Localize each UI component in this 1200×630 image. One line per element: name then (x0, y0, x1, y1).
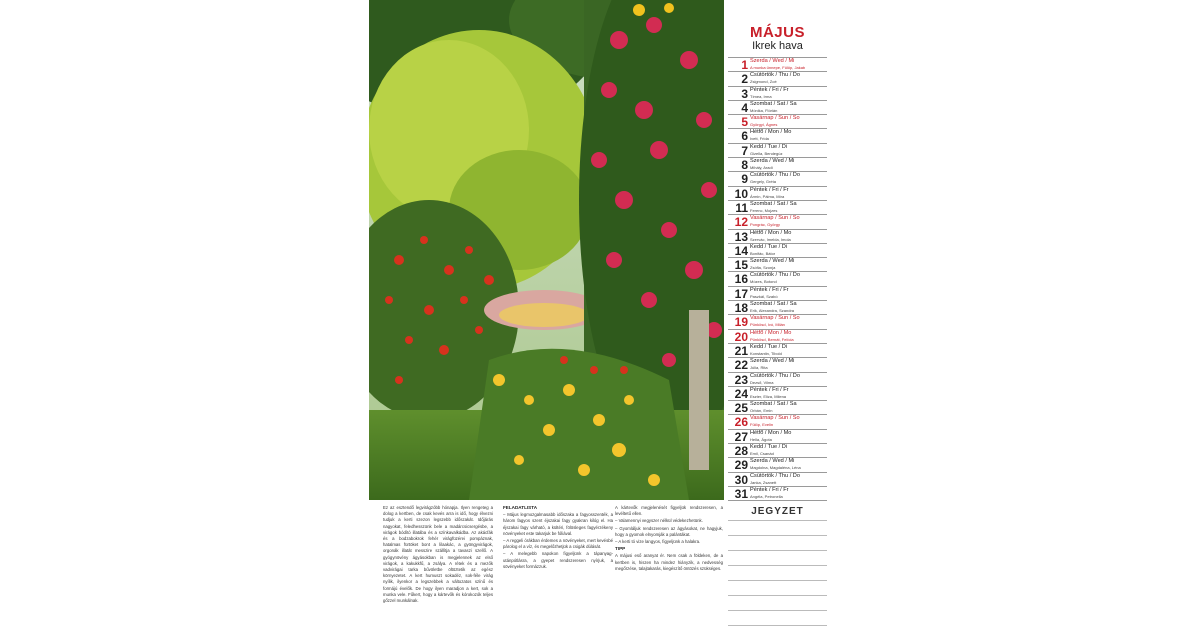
day-weekday: Szerda / Wed / Mi (750, 258, 795, 265)
day-weekday: Szombat / Sat / Sa (750, 200, 797, 207)
calendar-bottom-rule (728, 500, 827, 501)
calendar-day-row (728, 214, 827, 228)
article-column-2 (503, 505, 613, 571)
tip-heading: TIPP (615, 546, 626, 552)
day-name-days: Konstantin, Tibold (750, 350, 782, 356)
day-number: 15 (734, 258, 748, 273)
day-name-days: Zsófia, Szonja (750, 265, 776, 271)
day-weekday: Szombat / Sat / Sa (750, 100, 797, 107)
day-weekday: Vasárnap / Sun / So (750, 115, 800, 122)
article-paragraph: – A melegebb napokon figyeljünk a tápanyag-utánpótlásra, a gyepet rendszeresen nyírjuk, a sövényeket formázzuk. (503, 551, 613, 569)
calendar-day-row (728, 314, 827, 328)
day-weekday: Péntek / Fri / Fr (750, 86, 789, 93)
day-name-days: Paszkál, Szabó (750, 293, 778, 299)
calendar-day-row (728, 257, 827, 271)
day-name-days: Tímea, Irma (750, 93, 772, 99)
day-weekday: Szerda / Wed / Mi (750, 158, 795, 165)
calendar-day-row (728, 186, 827, 200)
calendar-day-row (728, 457, 827, 471)
calendar-day-row (728, 443, 827, 457)
calendar-day-row (728, 472, 827, 486)
notes-title: JEGYZET (751, 506, 804, 517)
day-number: 31 (734, 486, 748, 501)
day-weekday: Hétfő / Mon / Mo (750, 129, 792, 136)
day-number: 1 (741, 58, 748, 72)
calendar-days (728, 57, 827, 500)
note-line (728, 565, 827, 566)
task-list-heading: FELADATLISTA (503, 505, 538, 510)
day-weekday: Péntek / Fri / Fr (750, 386, 789, 393)
note-line (728, 625, 827, 626)
month-title: MÁJUS (749, 24, 805, 41)
calendar-day-row (728, 229, 827, 243)
day-number: 13 (734, 229, 748, 244)
day-name-days: Erik, Alexandra, Szandra (750, 308, 795, 314)
day-weekday: Csütörtök / Thu / Do (750, 472, 800, 479)
calendar-day-row (728, 300, 827, 314)
day-name-days: Pünkösd, Bernát, Felícia (750, 336, 794, 342)
day-weekday: Hétfő / Mon / Mo (750, 429, 792, 436)
day-number: 17 (734, 286, 748, 301)
day-name-days: Orbán, Emin (750, 408, 773, 414)
calendar-day-row (728, 343, 827, 357)
day-number: 26 (734, 415, 748, 430)
article-column-3 (615, 505, 723, 573)
day-name-days: Janka, Zsanett (750, 479, 777, 485)
article-paragraph: – Valamennyi vegyszer nélkül védekezhetünk. (615, 518, 703, 524)
calendar-day-row (728, 114, 827, 128)
article-paragraph: – A reggeli órákban érdemes a növényeket, mert kevésbé párolog el a víz, és megelőzhetjük a csigák dúlását. (503, 538, 613, 550)
day-number: 18 (734, 301, 748, 316)
day-name-days: Mónika, Flórián (750, 107, 778, 113)
note-line (728, 595, 827, 596)
day-number: 12 (734, 215, 748, 230)
day-weekday: Szombat / Sat / Sa (750, 301, 797, 308)
day-name-days: Szervác, Imelda, Imola (750, 236, 791, 242)
day-name-days: Pongrác, György (750, 222, 781, 228)
calendar-day-row (728, 243, 827, 257)
day-number: 24 (734, 386, 748, 401)
day-number: 4 (741, 100, 748, 115)
day-name-days: Pünkösd, Ivó, Milán (750, 322, 785, 328)
day-number: 11 (735, 200, 748, 215)
day-weekday: Hétfő / Mon / Mo (750, 229, 792, 236)
day-weekday: Kedd / Tue / Di (750, 243, 788, 250)
calendar-day-row (728, 71, 827, 85)
day-weekday: Kedd / Tue / Di (750, 143, 788, 150)
day-weekday: Hétfő / Mon / Mo (750, 329, 792, 336)
day-weekday: Csütörtök / Thu / Do (750, 72, 800, 79)
day-number: 6 (741, 129, 748, 144)
article-paragraph: – Május legmozgalmasabb időszaka a fagyosszenték, a három fagyos szent éjszakai fagy gyakran kilóg el. Ha éjszakai fagy várható, a kültéri, fölösleges fagyérzékeny növényeket este takarjuk be fóliával. (503, 512, 613, 536)
calendar-day-row (728, 157, 827, 171)
day-name-days: Júlia, Rita (750, 365, 768, 371)
day-name-days: Emil, Csanád (750, 451, 774, 457)
day-name-days: Ferenc, Mojzes (750, 207, 778, 213)
calendar-day-row (728, 100, 827, 114)
day-number: 3 (741, 86, 748, 101)
day-name-days: Mózes, Botond (750, 279, 777, 285)
day-weekday: Szerda / Wed / Mi (750, 358, 795, 365)
article-paragraph: – Gyomláljuk rendszeresen az ágyásokat, ne hagyjuk, hogy a gyomok elnyomják a palántákat. (615, 525, 723, 537)
day-name-days: Ivett, Frida (750, 136, 769, 142)
day-name-days: Mihály, Aradi (750, 165, 773, 171)
day-number: 5 (741, 115, 748, 130)
calendar-day-row (728, 400, 827, 414)
day-weekday: Szerda / Wed / Mi (750, 458, 795, 465)
day-weekday: Szombat / Sat / Sa (750, 401, 797, 408)
day-name-days: Eszter, Eliza, Milena (750, 393, 787, 399)
day-weekday: Vasárnap / Sun / So (750, 215, 800, 222)
calendar-day-row (728, 143, 827, 157)
day-weekday: Szerda / Wed / Mi (750, 58, 795, 64)
day-number: 20 (734, 329, 748, 344)
day-number: 10 (734, 186, 748, 201)
note-line (728, 520, 827, 521)
day-weekday: Kedd / Tue / Di (750, 444, 788, 451)
article-paragraph: Ez az esztendő legvirágzóbb hónapja. Ilyen rengeteg a dolog a kertben, de csak kevés arra is idő, hogy élvezni tudjuk a kerti szezon legszebb időszakát. Időjárás nagyokat, feledhesszünk bele a madárcsicsergésbe, a virágok bódító illatába és a színkavalkádba. Az akácfák és a bodzabokrok fehér virágfüzérei pompáznak, hatalmas fürtöket bont a lilaakác, a gyöngyvirágok, orgonák illatát messzire szállítja a tavaszi szellő. A gyógynövény ágyásokban is megjelennek az első virágok, a kakukkfű, a zsálya. A rétek és a mezők vadvirágai tarka bűvöletbe öltöztetik az egész környezetet. A kert humuszt sokadéz, sok-féle virág nyílik, ilyenkor a legszebbek a változatos színű és formájú évelők. De hogy ilyen maradjon a kert, sok a munka vele. Fűkert, hogy a kártevők és kórokozók teljes gőzzel munkálnak. (383, 505, 493, 604)
calendar-day-row (728, 329, 827, 343)
day-weekday: Csütörtök / Thu / Do (750, 172, 800, 179)
calendar-day-row (728, 357, 827, 371)
day-weekday: Csütörtök / Thu / Do (750, 372, 800, 379)
calendar-day-row (728, 429, 827, 443)
day-name-days: Györgyi, Ágnes (750, 122, 778, 128)
calendar-day-row (728, 86, 827, 100)
day-name-days: Fülöp, Evelin (750, 422, 774, 428)
note-line (728, 580, 827, 581)
calendar-day-row (728, 171, 827, 185)
calendar-day-row (728, 286, 827, 300)
day-name-days: Gergely, Gréta (750, 179, 776, 185)
day-number: 2 (741, 72, 748, 87)
day-weekday: Péntek / Fri / Fr (750, 186, 789, 193)
article-column-1 (383, 505, 493, 605)
day-weekday: Vasárnap / Sun / So (750, 315, 800, 322)
day-number: 25 (734, 401, 748, 416)
day-number: 8 (741, 158, 748, 173)
day-weekday: Péntek / Fri / Fr (750, 286, 789, 293)
day-name-days: Bonifác, Bátor (750, 250, 776, 256)
article-paragraph: A kártevők megjelenését figyeljük rendszeresen, a levéltetű ellen. (615, 505, 723, 517)
day-number: 28 (734, 444, 748, 459)
calendar-day-row (728, 128, 827, 142)
day-number: 7 (741, 143, 748, 158)
day-number: 9 (741, 172, 748, 187)
day-number: 29 (734, 458, 748, 473)
day-name-days: Dezső, Vilma (750, 379, 774, 385)
calendar-day-row (728, 372, 827, 386)
day-number: 21 (734, 343, 748, 358)
day-number: 16 (734, 272, 748, 287)
day-weekday: Vasárnap / Sun / So (750, 415, 800, 422)
calendar-day-row (728, 200, 827, 214)
day-number: 14 (734, 243, 748, 258)
calendar-day-row (728, 386, 827, 400)
calendar-day-row (728, 486, 827, 500)
day-name-days: Magdolna, Magdaléna, Léna (750, 465, 801, 471)
tip-paragraph: A májusi eső aranyat ér. Nem csak a földeken, de a kertben is, hiszen ha mindez hiányzik, a nedvesség megőrzése, talajtakarás, kiegészítő öntözés szükséges. (615, 553, 723, 571)
day-weekday: Kedd / Tue / Di (750, 343, 788, 350)
day-number: 30 (734, 472, 748, 487)
calendar-day-row (728, 414, 827, 428)
day-number: 19 (734, 315, 748, 330)
day-number: 23 (734, 372, 748, 387)
garden-photo (369, 0, 724, 500)
calendar-day-row (728, 57, 827, 71)
day-name-days: Gizella, Bendegúz (750, 150, 783, 156)
note-line (728, 610, 827, 611)
day-name-days: A munka ünnepe, Fülöp, Jakab (750, 65, 806, 70)
day-name-days: Hella, Ágota (750, 436, 772, 442)
day-name-days: Angéla, Petronella (750, 493, 783, 499)
calendar-day-row (728, 271, 827, 285)
day-number: 22 (734, 358, 748, 373)
day-weekday: Péntek / Fri / Fr (750, 486, 789, 493)
day-name-days: Zsigmond, Zoé (750, 79, 777, 85)
day-weekday: Csütörtök / Thu / Do (750, 272, 800, 279)
article-paragraph: – A kerti tó vize langyos, figyeljünk a halakra. (615, 539, 701, 545)
garden-illustration (369, 0, 724, 500)
month-subtitle: Ikrek hava (752, 40, 803, 52)
note-line (728, 535, 827, 536)
day-number: 27 (734, 429, 748, 444)
note-line (728, 550, 827, 551)
day-name-days: Ármin, Pálma, Míra (750, 193, 785, 199)
